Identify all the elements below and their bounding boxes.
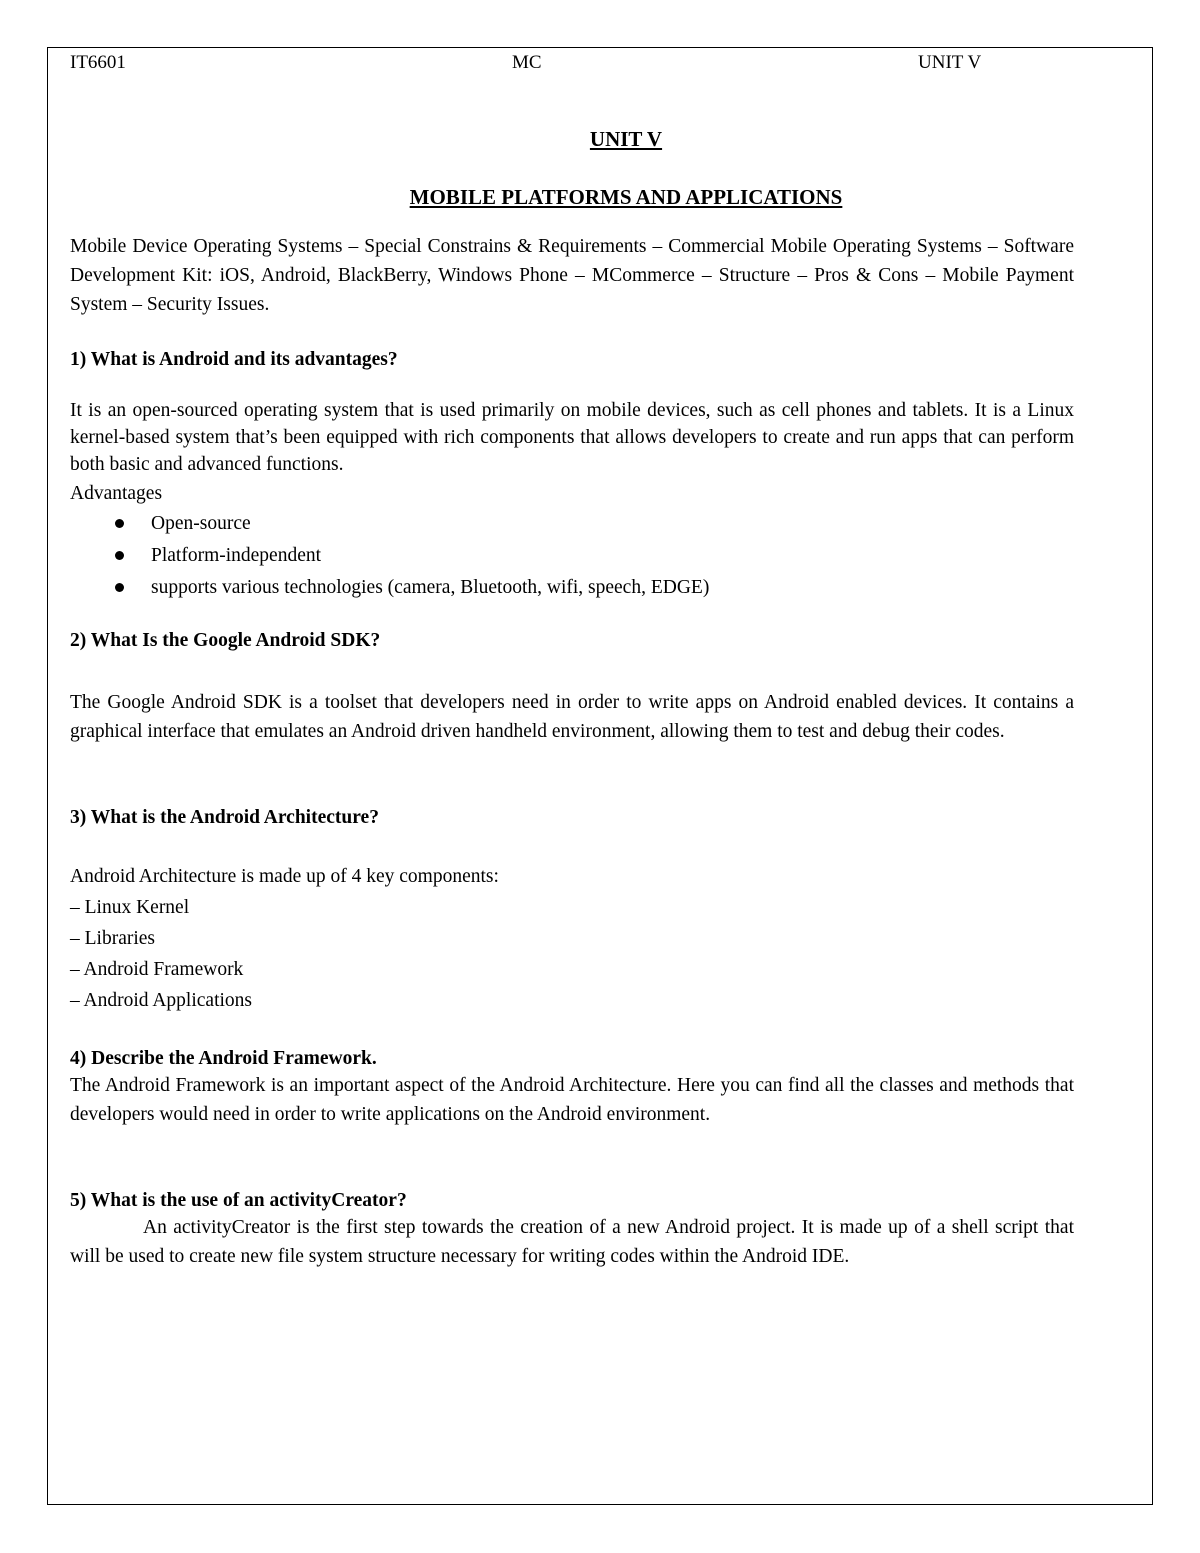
question-2-heading: 2) What Is the Google Android SDK? xyxy=(70,630,381,651)
main-title: MOBILE PLATFORMS AND APPLICATIONS xyxy=(409,185,843,209)
list-item: – Android Applications xyxy=(70,990,252,1011)
bullet-icon xyxy=(115,519,124,528)
question-3-intro: Android Architecture is made up of 4 key components: xyxy=(70,866,499,887)
header-subject: MC xyxy=(512,52,542,73)
advantage-text: Platform-independent xyxy=(151,545,322,566)
question-5-heading: 5) What is the use of an activityCreator? xyxy=(70,1190,407,1211)
question-4-answer: The Android Framework is an important aspect of the Android Architecture. Here you can find all the classes and methods that developers would need in order to write applications on the Android environment. xyxy=(70,1075,1074,1125)
question-3-heading: 3) What is the Android Architecture? xyxy=(70,807,379,828)
question-1-heading: 1) What is Android and its advantages? xyxy=(70,349,398,370)
list-item: – Android Framework xyxy=(70,959,244,980)
list-item xyxy=(70,508,1074,540)
list-item xyxy=(70,572,1074,604)
header-unit: UNIT V xyxy=(918,52,982,73)
header-course-code: IT6601 xyxy=(70,52,126,73)
list-item: – Linux Kernel xyxy=(70,897,190,918)
list-item: – Libraries xyxy=(70,928,156,949)
architecture-components xyxy=(70,892,1074,1016)
advantages-list xyxy=(70,508,1074,604)
advantages-label: Advantages xyxy=(70,483,163,504)
bullet-icon xyxy=(115,583,124,592)
unit-title: UNIT V xyxy=(589,127,663,151)
question-5-answer xyxy=(70,1213,1074,1271)
question-2-answer: The Google Android SDK is a toolset that developers need in order to write apps on Android enabled devices. It contains a graphical interface that emulates an Android driven handheld environment, allowing them to test and debug their codes. xyxy=(70,692,1074,742)
list-item xyxy=(70,540,1074,572)
question-5-answer-text: An activityCreator is the first step towards the creation of a new Android project. It is made up of a shell script that will be used to create new file system structure necessary for writing codes within the Android IDE. xyxy=(70,1217,1074,1267)
bullet-icon xyxy=(115,551,124,560)
advantage-text: supports various technologies (camera, Bluetooth, wifi, speech, EDGE) xyxy=(151,577,710,598)
question-1-answer: It is an open-sourced operating system that is used primarily on mobile devices, such as cell phones and tablets. It is a Linux kernel-based system that’s been equipped with rich components that allows developers to create and run apps that can perform both basic and advanced functions. xyxy=(70,400,1074,475)
advantage-text: Open-source xyxy=(151,513,251,534)
question-4-heading: 4) Describe the Android Framework. xyxy=(70,1048,377,1069)
syllabus-paragraph: Mobile Device Operating Systems – Special Constrains & Requirements – Commercial Mobile Operating Systems – Software Development Kit: iOS, Android, BlackBerry, Windows Phone – MCommerce – Structure – Pros & Cons – Mobile Payment System – Security Issues. xyxy=(70,236,1074,315)
